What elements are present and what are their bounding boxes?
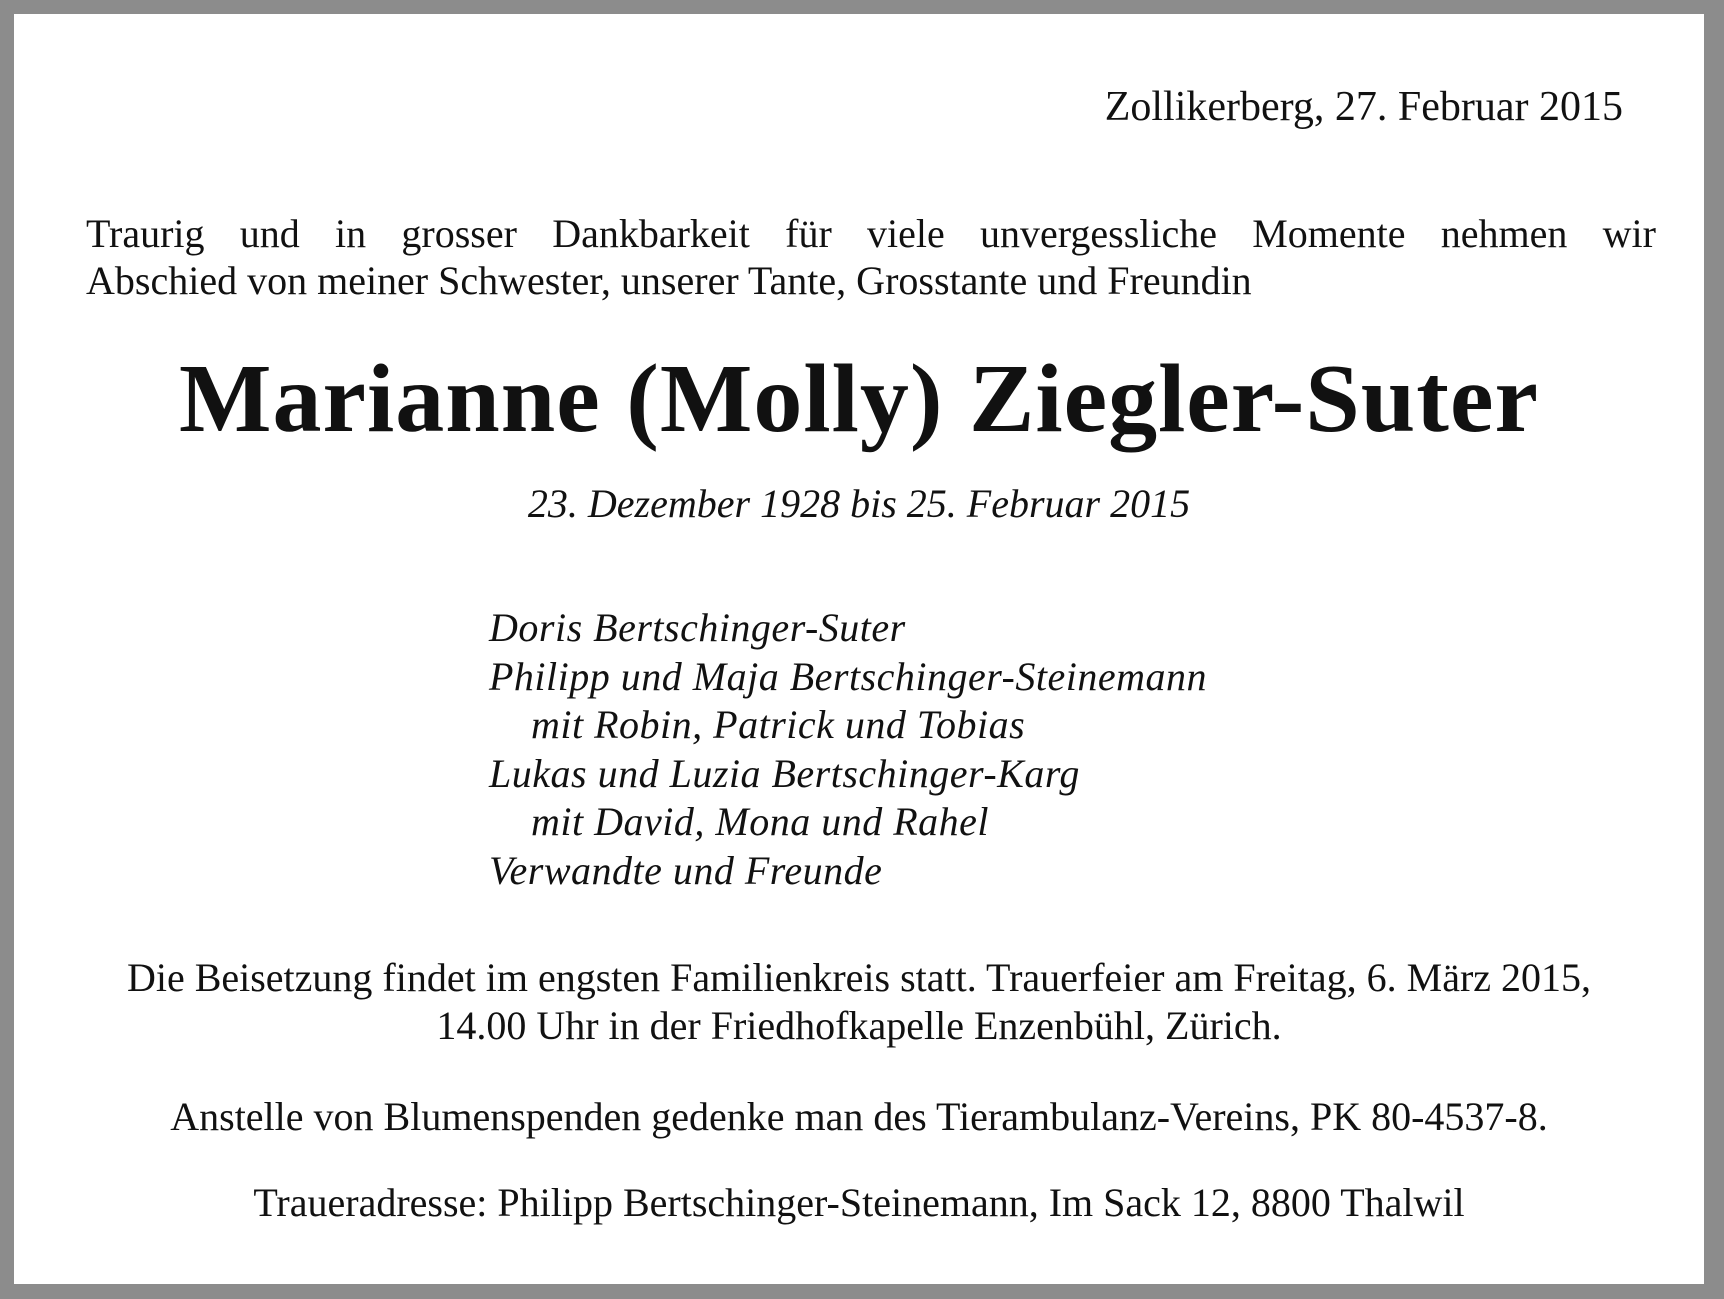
mourner-item: Lukas und Luzia Bertschinger-Karg <box>489 750 1080 796</box>
donation-note: Anstelle von Blumenspenden gedenke man des Tierambulanz-Vereins, PK 80-4537-8. <box>170 1094 1548 1139</box>
mourning-address: Traueradresse: Philipp Bertschinger-Steinemann, Im Sack 12, 8800 Thalwil <box>253 1180 1465 1225</box>
intro-line-2: Abschied von meiner Schwester, unserer Tante, Grosstante und Freundin <box>86 258 1252 303</box>
intro-line-1: Traurig und in grosser Dankbarkeit für viele unvergessliche Momente nehmen wir <box>86 211 1656 256</box>
place-and-date: Zollikerberg, 27. Februar 2015 <box>1104 84 1623 130</box>
ceremony-info <box>14 954 1704 1050</box>
obituary-notice <box>14 14 1704 1284</box>
ceremony-line-2: 14.00 Uhr in der Friedhofkapelle Enzenbühl, Zürich. <box>436 1003 1282 1048</box>
deceased-name: Marianne (Molly) Ziegler-Suter <box>179 345 1539 453</box>
mourner-item: Philipp und Maja Bertschinger-Steinemann <box>489 653 1207 699</box>
mourner-children: mit Robin, Patrick und Tobias <box>531 702 1026 747</box>
mourners-list <box>489 604 1207 895</box>
mourner-item: Doris Bertschinger-Suter <box>489 605 906 650</box>
mourner-item: Verwandte und Freunde <box>489 847 883 893</box>
life-dates: 23. Dezember 1928 bis 25. Februar 2015 <box>527 481 1191 526</box>
intro-text <box>86 210 1656 304</box>
ceremony-line-1: Die Beisetzung findet im engsten Familienkreis statt. Trauerfeier am Freitag, 6. März 2015, <box>126 955 1592 1000</box>
mourner-children: mit David, Mona und Rahel <box>531 799 989 844</box>
